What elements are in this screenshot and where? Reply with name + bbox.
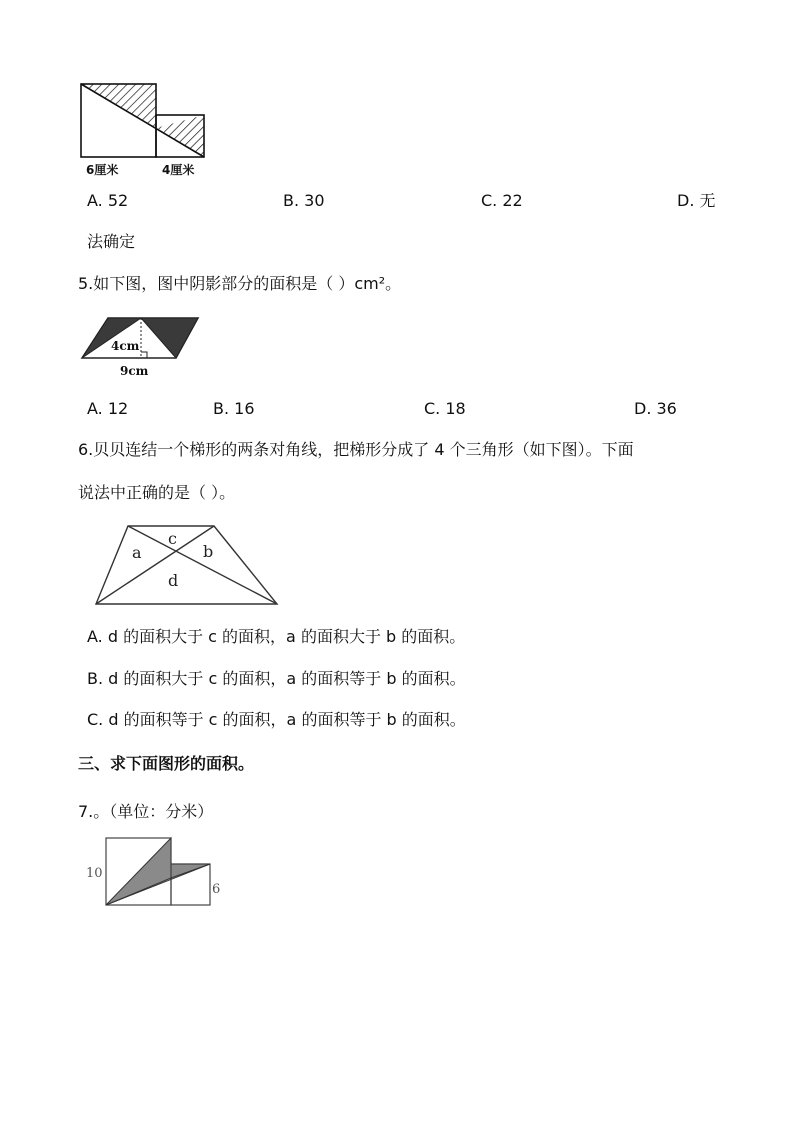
q6-option-b: B. d 的面积大于 c 的面积，a 的面积等于 b 的面积。 <box>87 669 466 688</box>
q5-option-c: C. 18 <box>424 399 466 418</box>
q5-option-d: D. 36 <box>634 399 677 418</box>
q7-label-10: 10 <box>86 866 103 881</box>
q5-height-label: 4cm <box>111 339 140 353</box>
q5-stem: 5.如下图，图中阴影部分的面积是（ ）cm²。 <box>78 274 402 293</box>
q4-option-c: C. 22 <box>481 191 523 210</box>
q5-figure <box>78 314 203 382</box>
q4-label-6cm: 6厘米 <box>86 163 119 177</box>
q4-option-a: A. 52 <box>87 191 129 210</box>
q5-option-b: B. 16 <box>213 399 255 418</box>
q6-stem-line1: 6.贝贝连结一个梯形的两条对角线，把梯形分成了 4 个三角形（如下图）。下面 <box>78 440 634 459</box>
q6-option-a: A. d 的面积大于 c 的面积，a 的面积大于 b 的面积。 <box>87 627 466 646</box>
q4-option-d: D. 无 <box>677 191 716 210</box>
q6-label-b: b <box>203 542 214 561</box>
section3-title: 三、求下面图形的面积。 <box>78 754 255 773</box>
q4-label-4cm: 4厘米 <box>162 163 195 177</box>
q6-stem-line2: 说法中正确的是（ ）。 <box>78 483 236 502</box>
q5-option-a: A. 12 <box>87 399 129 418</box>
q7-stem: 7.。（单位：分米） <box>78 802 214 821</box>
q4-option-d-wrap: 法确定 <box>87 232 136 251</box>
q7-figure <box>84 836 224 910</box>
q6-label-c: c <box>168 529 177 548</box>
q5-base-label: 9cm <box>120 364 149 378</box>
q4-option-b: B. 30 <box>283 191 325 210</box>
q6-option-c: C. d 的面积等于 c 的面积，a 的面积等于 b 的面积。 <box>87 710 466 729</box>
q6-label-a: a <box>132 543 142 562</box>
q6-trapezoid-figure <box>92 520 282 608</box>
q6-label-d: d <box>168 571 179 590</box>
q4-figure <box>78 82 208 178</box>
q7-label-6: 6 <box>212 882 221 897</box>
